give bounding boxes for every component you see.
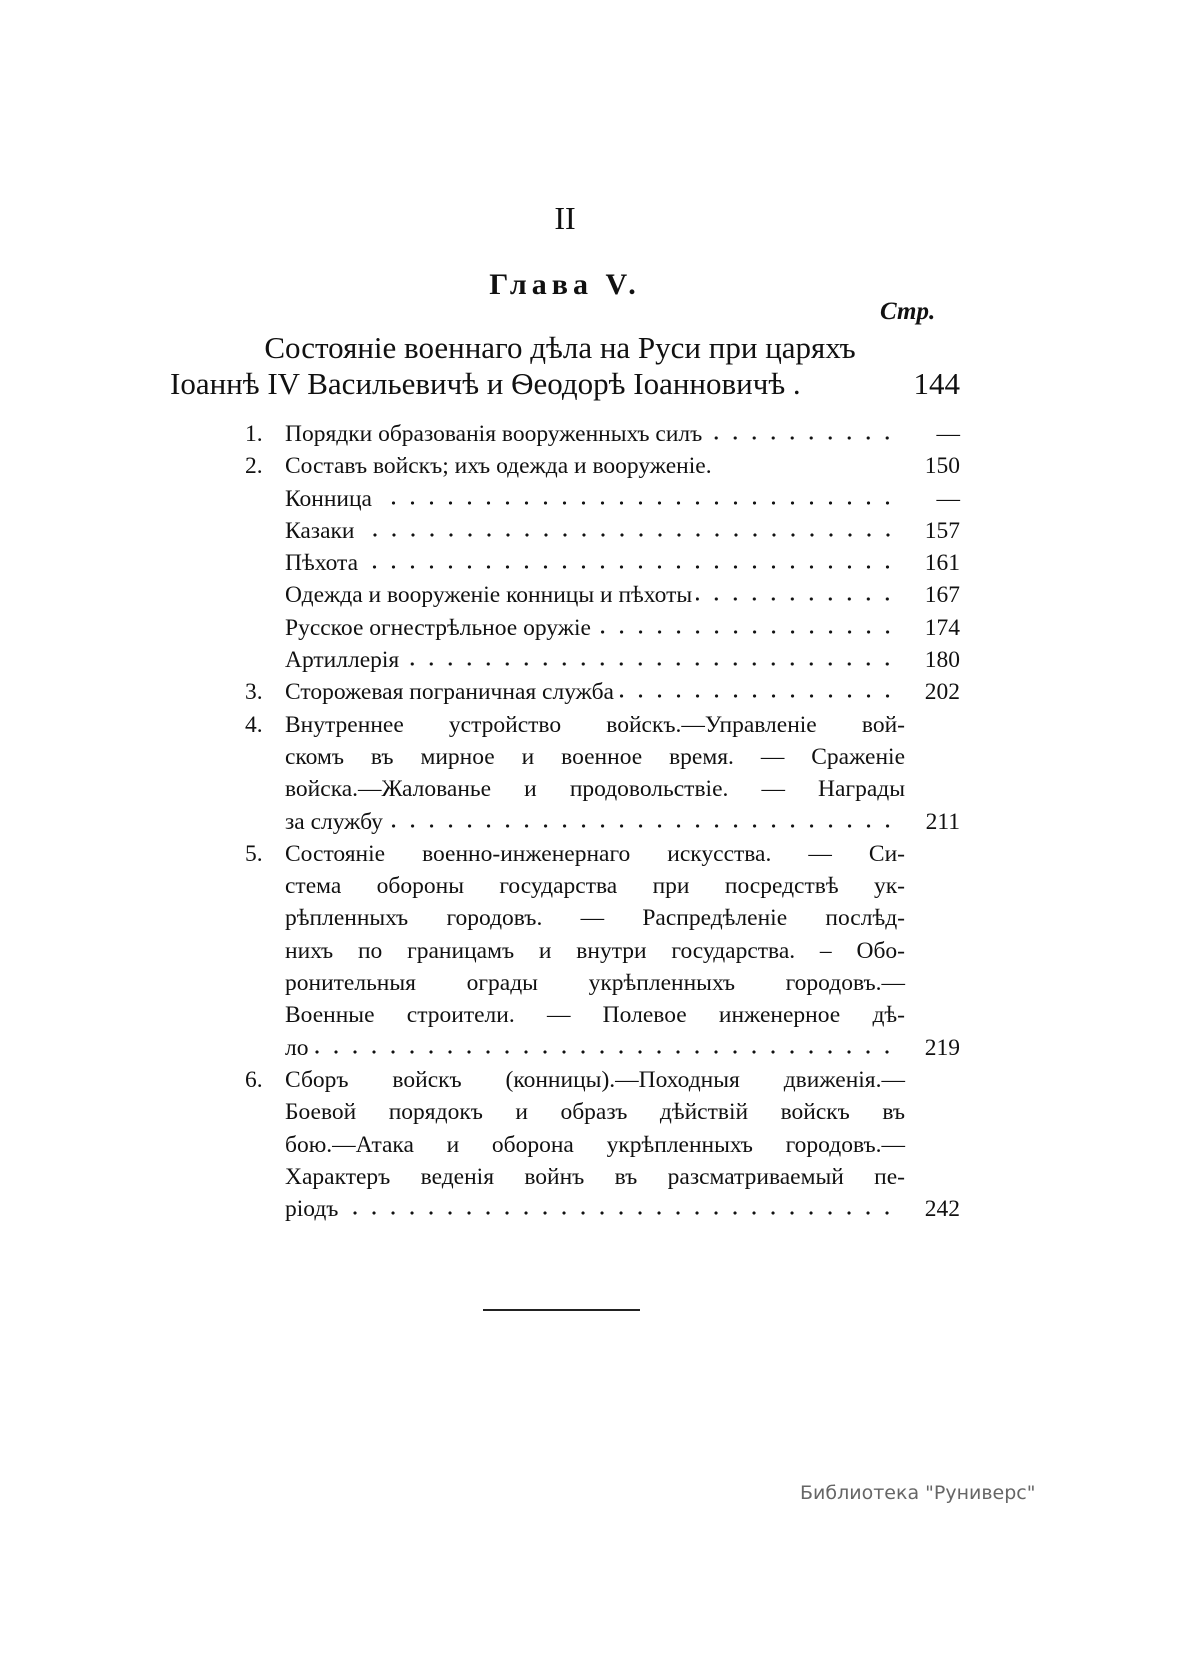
toc-entry-page: 157 <box>924 517 960 544</box>
toc-entry-page: — <box>936 485 960 512</box>
toc-entry-line <box>245 547 960 579</box>
toc-entry-page: 167 <box>924 582 960 609</box>
toc-entry-text: Русское огнестрѣльное оружіе <box>285 614 591 641</box>
dot-leader <box>359 532 897 538</box>
toc-entry-page: 161 <box>924 550 960 577</box>
toc-entry-text: ріодъ <box>285 1196 339 1223</box>
toc-entry-line <box>245 935 960 967</box>
dot-leader <box>595 629 897 635</box>
toc-entry-number: 6. <box>245 1066 263 1093</box>
toc-entry-number: 5. <box>245 840 263 867</box>
dot-leader <box>312 1049 897 1055</box>
toc-entry-text: нихъ по границамъ и внутри государства. – Обо- <box>285 937 905 964</box>
toc-entry-text: Состояніе военно-инженернаго искусства. — Си- <box>285 840 905 867</box>
toc-entry-line <box>245 902 960 934</box>
toc-entry-number: 3. <box>245 679 263 706</box>
dot-leader <box>618 693 897 699</box>
toc-entry-line <box>245 612 960 644</box>
toc-entry-page: 150 <box>924 453 960 480</box>
toc-entry-text: Казаки <box>285 517 355 544</box>
toc-entry-text: Одежда и вооруженіе конницы и пѣхоты <box>285 582 693 609</box>
toc-entry-text: ло <box>285 1034 309 1061</box>
toc-entry-line <box>245 1161 960 1193</box>
toc-entry-page: 219 <box>924 1034 960 1061</box>
toc-entry-line <box>245 870 960 902</box>
chapter-title-line-2 <box>170 366 960 402</box>
toc-entry-text: Сторожевая пограничная служба <box>285 679 614 706</box>
dot-leader <box>387 823 897 829</box>
toc-entry-text: Артиллерія <box>285 647 400 674</box>
table-of-contents <box>245 418 960 1225</box>
toc-entry-line <box>245 644 960 676</box>
toc-entry-page: 202 <box>924 679 960 706</box>
toc-entry-page: — <box>936 421 960 447</box>
toc-entry-page: 174 <box>924 614 960 641</box>
toc-entry-number: 2. <box>245 453 263 480</box>
toc-entry-line <box>245 741 960 773</box>
toc-entry-text: Внутреннее устройство войскъ.—Управленіе вой- <box>285 711 905 738</box>
library-watermark: Библиотека "Руниверс" <box>800 1482 1036 1504</box>
toc-entry-line <box>245 483 960 515</box>
page-column-label: Стр. <box>880 298 936 325</box>
toc-entry-text: стема обороны государства при посредствѣ ук- <box>285 873 905 900</box>
dot-leader <box>696 596 897 602</box>
toc-entry-line <box>245 709 960 741</box>
dot-leader <box>342 1210 897 1216</box>
toc-entry-text: Порядки образованія вооруженныхъ силъ <box>285 421 703 447</box>
dot-leader <box>706 435 897 441</box>
toc-entry-text: Характеръ веденія войнъ въ разсматриваемый пе- <box>285 1163 905 1190</box>
toc-entry-line <box>245 1032 960 1064</box>
toc-entry-line <box>245 838 960 870</box>
toc-entry-line <box>245 676 960 708</box>
toc-entry-text: Военные строители. — Полевое инженерное дѣ- <box>285 1002 905 1029</box>
toc-entry-line <box>245 418 960 450</box>
toc-entry-number: 1. <box>245 421 263 447</box>
chapter-title-page: 144 <box>913 366 960 401</box>
dot-leader <box>403 661 897 667</box>
toc-entry-line <box>245 967 960 999</box>
toc-entry-line <box>245 806 960 838</box>
toc-entry-page: 180 <box>924 647 960 674</box>
dot-leader <box>362 564 897 570</box>
toc-entry-text: Сборъ войскъ (конницы).—Походныя движенія.— <box>285 1066 905 1093</box>
toc-entry-text: Конница <box>285 485 372 512</box>
toc-entry-line <box>245 1193 960 1225</box>
toc-entry-text: за службу <box>285 808 383 835</box>
dot-leader <box>716 467 897 473</box>
toc-entry-line <box>245 1064 960 1096</box>
toc-entry-line <box>245 773 960 805</box>
toc-entry-line <box>245 999 960 1031</box>
toc-entry-line <box>245 515 960 547</box>
toc-entry-page: 242 <box>924 1196 960 1223</box>
toc-entry-number: 4. <box>245 711 263 738</box>
page-number-roman: II <box>554 200 576 236</box>
dot-leader <box>376 500 897 506</box>
chapter-heading: Глава V. <box>489 268 641 301</box>
toc-entry-text: Боевой порядокъ и образъ дѣйствій войскъ въ <box>285 1099 905 1126</box>
chapter-title-line-1: Состояніе военнаго дѣла на Руси при царяхъ <box>264 330 856 365</box>
toc-entry-text: бою.—Атака и оборона укрѣпленныхъ городовъ.— <box>285 1131 905 1158</box>
toc-entry-text: ронительныя ограды укрѣпленныхъ городовъ.— <box>285 970 905 997</box>
toc-entry-line <box>245 450 960 482</box>
toc-entry-text: скомъ въ мирное и военное время. — Сраженіе <box>285 743 905 770</box>
toc-entry-line <box>245 1096 960 1128</box>
toc-entry-text: войска.—Жалованье и продовольствіе. — Награды <box>285 776 905 803</box>
chapter-title-text: Іоаннѣ IV Васильевичѣ и Ѳеодорѣ Іоанновичѣ . <box>170 366 801 401</box>
toc-entry-line <box>245 579 960 611</box>
toc-entry-line <box>245 1129 960 1161</box>
divider-rule <box>483 1309 640 1311</box>
toc-entry-text: Пѣхота <box>285 550 359 577</box>
toc-entry-page: 211 <box>925 808 960 835</box>
toc-entry-text: Составъ войскъ; ихъ одежда и вооруженіе. <box>285 453 712 480</box>
toc-entry-text: рѣпленныхъ городовъ. — Распредѣленіе послѣд- <box>285 905 905 932</box>
